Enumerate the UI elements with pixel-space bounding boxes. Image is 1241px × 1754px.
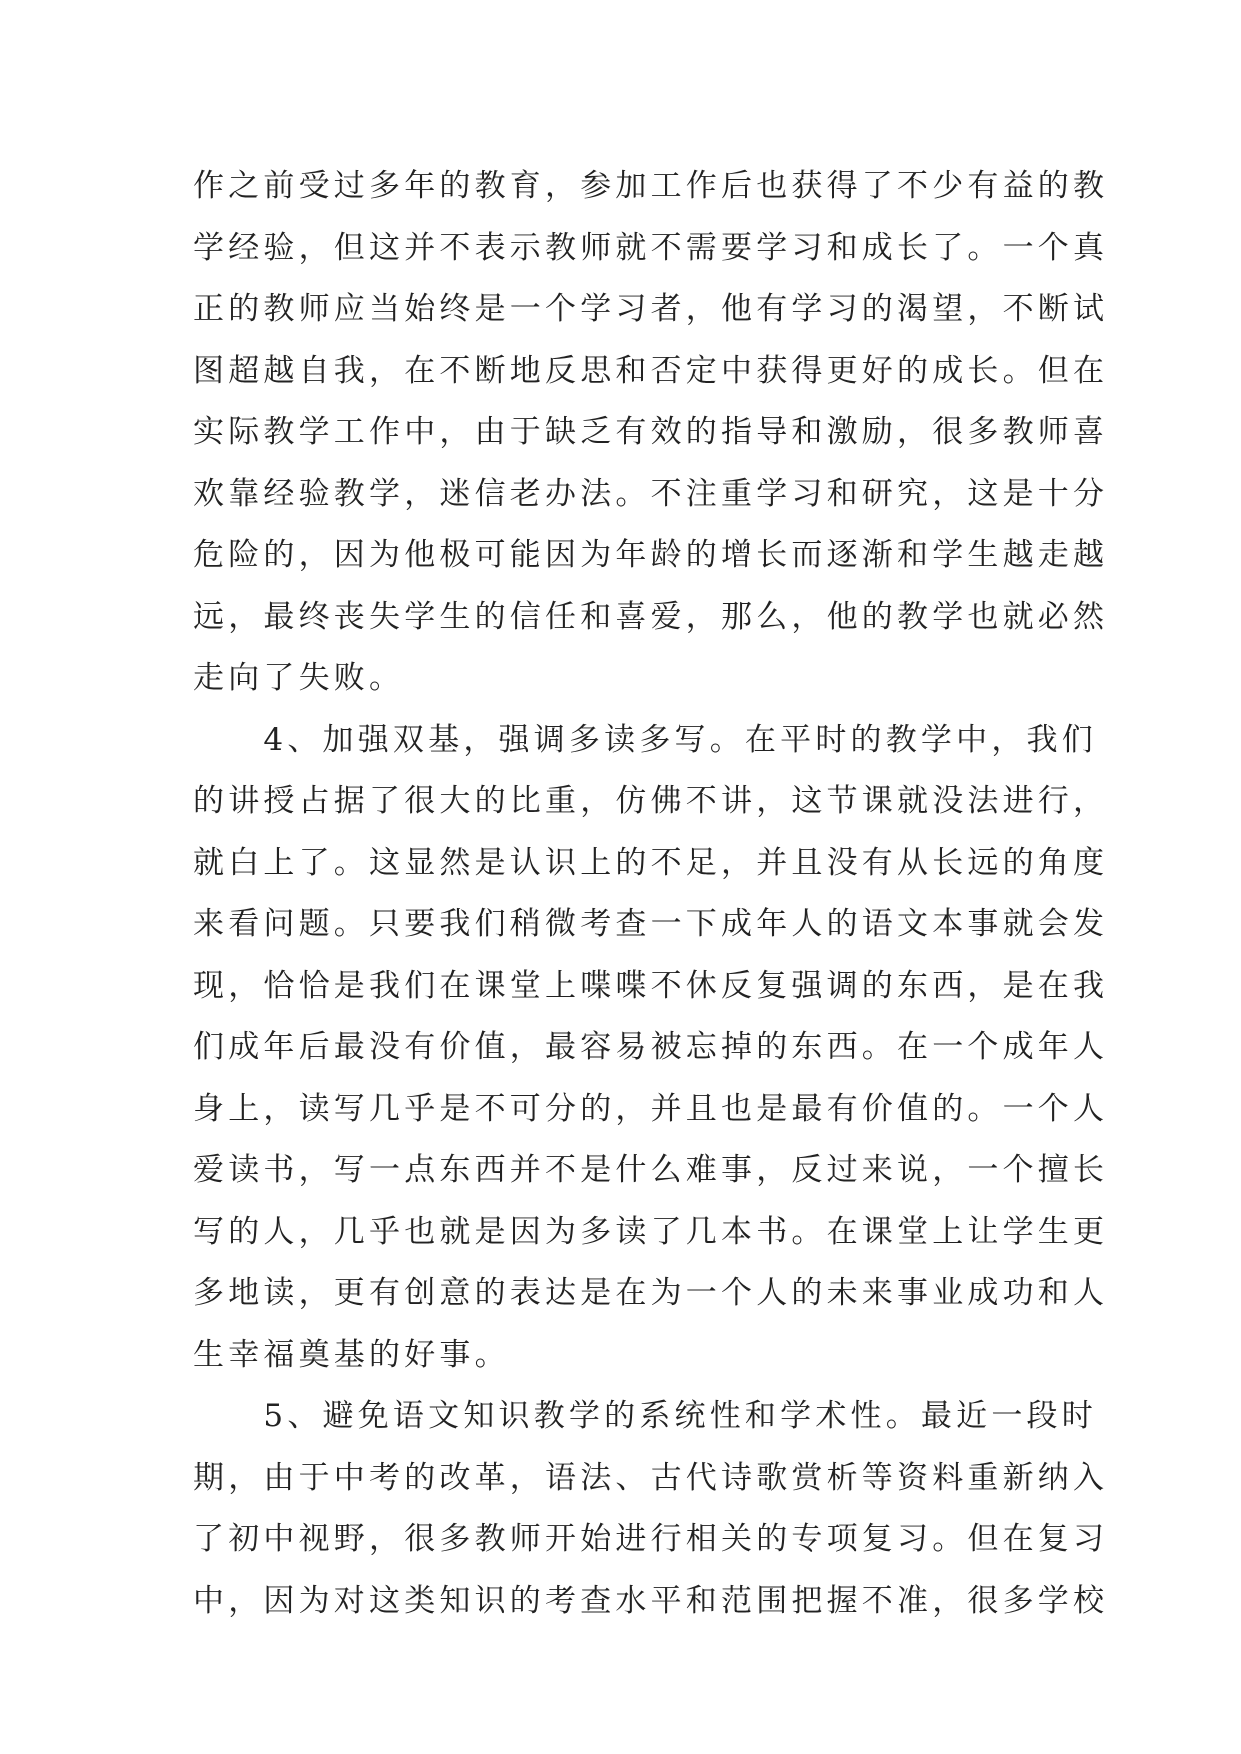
text-line: 实际教学工作中，由于缺乏有效的指导和激励，很多教师喜 xyxy=(193,414,1109,450)
text-line: 身上，读写几乎是不可分的，并且也是最有价值的。一个人 xyxy=(193,1090,1109,1127)
text-line: 远，最终丧失学生的信任和喜爱，那么，他的教学也就必然 xyxy=(193,598,1109,635)
text-line: 生幸福奠基的好事。 xyxy=(193,1336,510,1373)
text-line: 危险的，因为他极可能因为年龄的增长而逐渐和学生越走越 xyxy=(193,537,1109,573)
text-line: 5、避免语文知识教学的系统性和学术性。最近一段时 xyxy=(193,1398,1097,1434)
text-line: 现，恰恰是我们在课堂上喋喋不休反复强调的东西，是在我 xyxy=(193,967,1109,1004)
text-line: 多地读，更有创意的表达是在为一个人的未来事业成功和人 xyxy=(193,1275,1109,1311)
text-line: 中，因为对这类知识的考查水平和范围把握不准，很多学校 xyxy=(193,1582,1109,1619)
text-line: 就白上了。这显然是认识上的不足，并且没有从长远的角度 xyxy=(193,844,1109,881)
body-text xyxy=(193,156,1109,1632)
text-line: 了初中视野，很多教师开始进行相关的专项复习。但在复习 xyxy=(193,1521,1109,1557)
text-line: 作之前受过多年的教育，参加工作后也获得了不少有益的教 xyxy=(193,168,1109,204)
text-line: 期，由于中考的改革，语法、古代诗歌赏析等资料重新纳入 xyxy=(193,1459,1109,1496)
text-line: 来看问题。只要我们稍微考查一下成年人的语文本事就会发 xyxy=(193,906,1109,942)
text-line: 写的人，几乎也就是因为多读了几本书。在课堂上让学生更 xyxy=(193,1213,1109,1250)
text-line: 走向了失败。 xyxy=(193,660,405,696)
text-line: 正的教师应当始终是一个学习者，他有学习的渴望，不断试 xyxy=(193,291,1109,327)
text-line: 欢靠经验教学，迷信老办法。不注重学习和研究，这是十分 xyxy=(193,475,1109,512)
text-line: 学经验，但这并不表示教师就不需要学习和成长了。一个真 xyxy=(193,229,1109,266)
text-line: 图超越自我，在不断地反思和否定中获得更好的成长。但在 xyxy=(193,352,1109,389)
text-line: 的讲授占据了很大的比重，仿佛不讲，这节课就没法进行， xyxy=(193,783,1109,819)
text-line: 爱读书，写一点东西并不是什么难事，反过来说，一个擅长 xyxy=(193,1152,1109,1188)
text-line: 4、加强双基，强调多读多写。在平时的教学中，我们 xyxy=(193,721,1097,758)
text-line: 们成年后最没有价值，最容易被忘掉的东西。在一个成年人 xyxy=(193,1029,1109,1065)
